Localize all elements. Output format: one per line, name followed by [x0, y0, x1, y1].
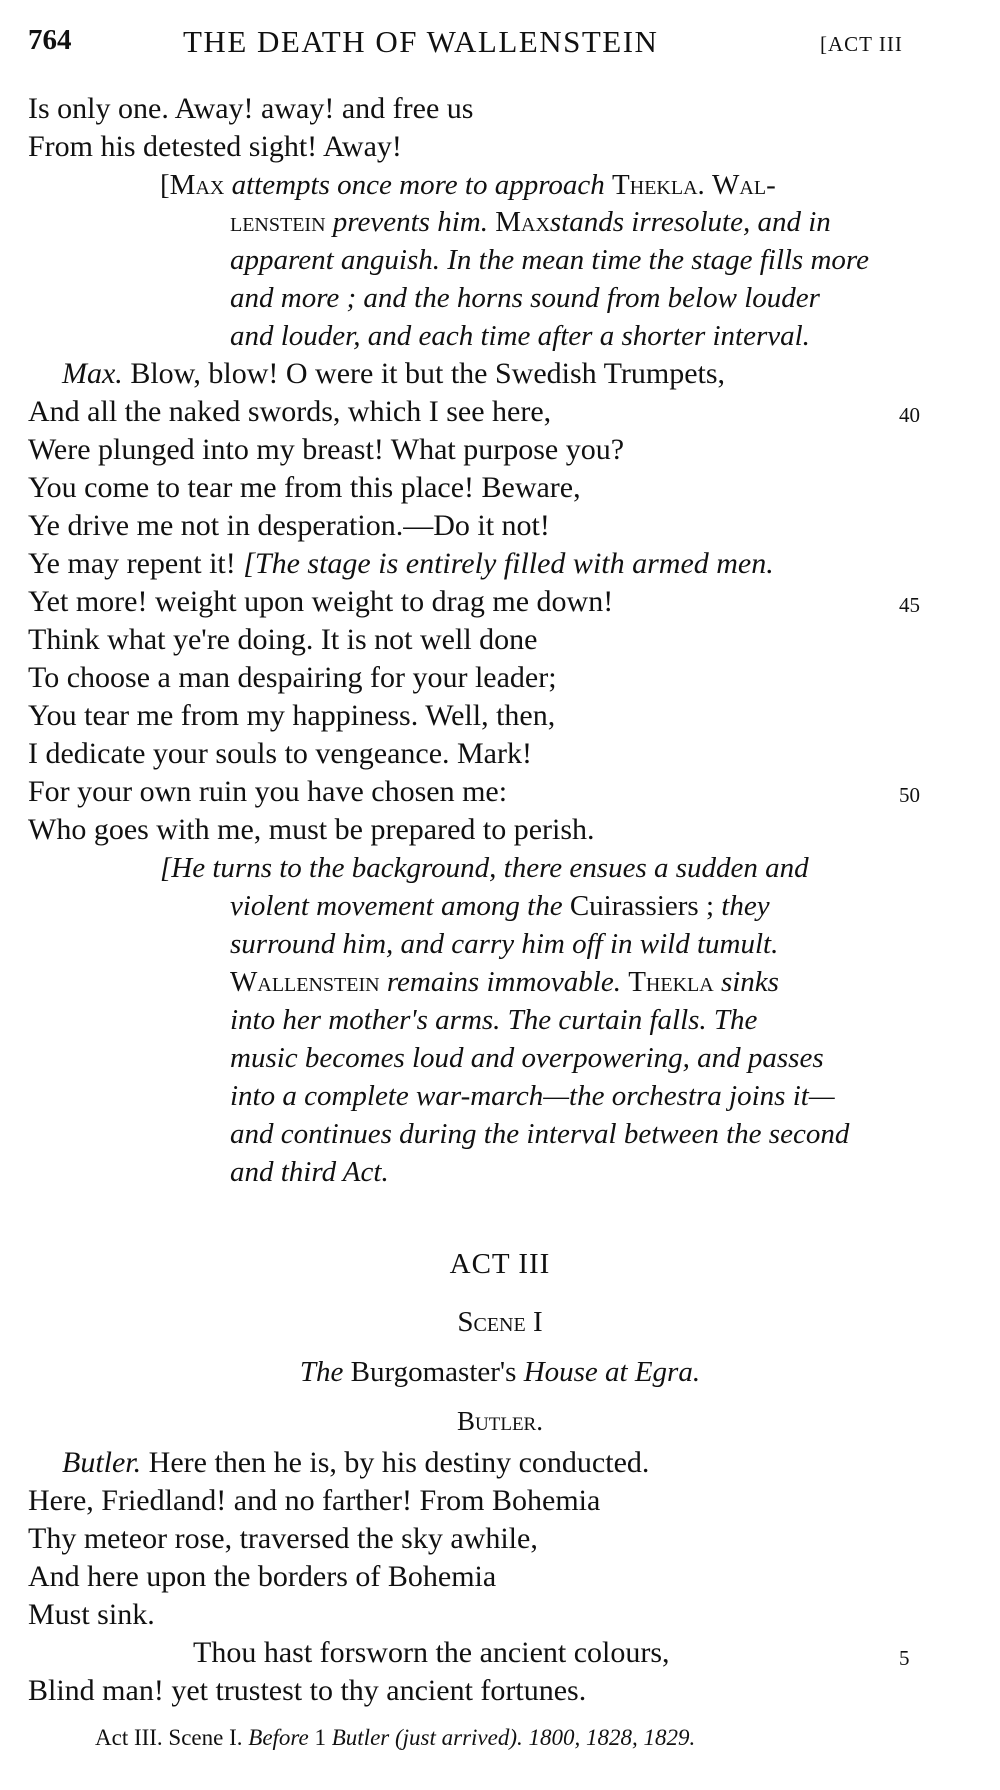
stage-direction: and more ; and the horns sound from below louder	[230, 282, 820, 314]
verse-line: You come to tear me from this place! Beware,	[28, 471, 581, 504]
stage-direction: music becomes loud and overpowering, and passes	[230, 1042, 824, 1074]
footnote: Act III. Scene I. Before 1 Butler (just arrived). 1800, 1828, 1829.	[95, 1725, 696, 1750]
verse-line: And here upon the borders of Bohemia	[28, 1560, 497, 1593]
speaker-name: Max.	[62, 357, 123, 390]
verse-line: Thy meteor rose, traversed the sky awhile,	[28, 1522, 538, 1555]
verse-line: Were plunged into my breast! What purpose you?	[28, 433, 625, 466]
running-header	[28, 24, 928, 64]
stage-direction: [He turns to the background, there ensues a sudden and	[160, 852, 809, 884]
verse-line: For your own ruin you have chosen me:	[28, 775, 508, 808]
act-heading: ACT III	[449, 1248, 551, 1280]
verse-line: Yet more! weight upon weight to drag me down!	[28, 585, 614, 618]
scene-heading: Scene I	[457, 1306, 543, 1338]
verse-line: Butler. Here then he is, by his destiny conducted.	[62, 1446, 650, 1479]
verse-line: Think what ye're doing. It is not well done	[28, 623, 538, 656]
verse-line: Max. Blow, blow! O were it but the Swedish Trumpets,	[62, 357, 726, 390]
stage-direction: and third Act.	[230, 1156, 389, 1188]
speaker-name: Butler.	[62, 1446, 142, 1479]
stage-direction: Wallenstein remains immovable. Thekla sinks	[230, 966, 779, 998]
verse-line: I dedicate your souls to vengeance. Mark!	[28, 737, 532, 770]
verse-line: Who goes with me, must be prepared to perish.	[28, 813, 595, 846]
verse-line: And all the naked swords, which I see here,	[28, 395, 552, 428]
stage-direction: apparent anguish. In the mean time the stage fills more	[230, 244, 869, 276]
running-act: [ACT III	[820, 32, 903, 56]
stage-direction: and continues during the interval between the second	[230, 1118, 850, 1150]
running-title: THE DEATH OF WALLENSTEIN	[183, 24, 659, 59]
verse-line: You tear me from my happiness. Well, then,	[28, 699, 556, 732]
scene-setting: The Burgomaster's House at Egra.	[299, 1356, 701, 1388]
line-number: 40	[899, 403, 920, 427]
stage-direction: [Max attempts once more to approach Thekla. Wal-	[160, 169, 776, 201]
verse-line: From his detested sight! Away!	[28, 130, 402, 163]
line-number: 50	[899, 783, 920, 807]
character-heading: Butler.	[457, 1406, 543, 1436]
verse-line: Ye may repent it! [The stage is entirely filled with armed men.	[28, 547, 774, 580]
verse-line: Ye drive me not in desperation.—Do it not!	[28, 509, 550, 542]
stage-direction: surround him, and carry him off in wild tumult.	[230, 928, 779, 960]
line-number: 45	[899, 593, 920, 617]
stage-direction: and louder, and each time after a shorter interval.	[230, 320, 810, 352]
verse-line: Is only one. Away! away! and free us	[28, 92, 474, 125]
verse-line: Blind man! yet trustest to thy ancient fortunes.	[28, 1674, 587, 1707]
stage-direction: into a complete war-march—the orchestra joins it—	[230, 1080, 835, 1112]
stage-direction: [The stage is entirely filled with armed men.	[243, 547, 774, 580]
verse-line: Must sink.	[28, 1598, 155, 1631]
verse-line: Thou hast forsworn the ancient colours,	[193, 1636, 670, 1669]
page-number: 764	[28, 24, 72, 56]
verse-line: To choose a man despairing for your leader;	[28, 661, 557, 694]
stage-direction: into her mother's arms. The curtain falls. The	[230, 1004, 758, 1036]
line-number: 5	[899, 1646, 910, 1670]
stage-direction: lenstein prevents him. Maxstands irresolute, and in	[230, 206, 831, 238]
stage-direction: violent movement among the Cuirassiers ; they	[230, 890, 770, 922]
verse-line: Here, Friedland! and no farther! From Bohemia	[28, 1484, 601, 1517]
